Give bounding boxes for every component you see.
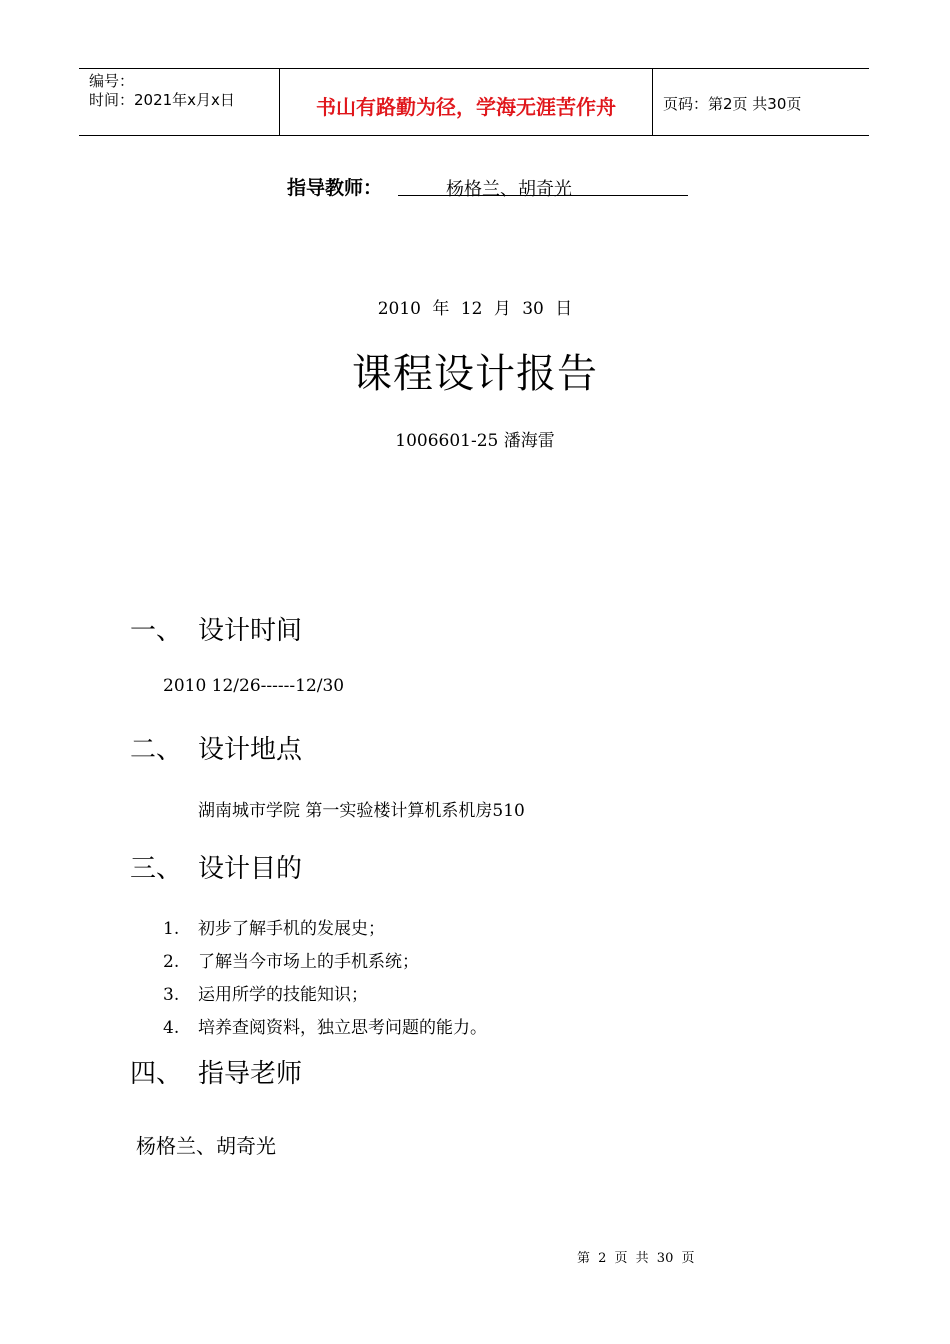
list-text: 初步了解手机的发展史； (198, 919, 385, 939)
advisor-name-field (398, 175, 688, 200)
page-title: 课程设计报告 (352, 351, 598, 397)
section-title: 设计目的 (198, 854, 303, 884)
header-motto: 书山有路勤为径，学海无涯苦作舟 (316, 95, 616, 119)
header-left-cell (79, 69, 280, 135)
section-title: 指导老师 (198, 1059, 303, 1089)
list-text: 培养查阅资料，独立思考问题的能力。 (198, 1018, 487, 1038)
time-label: 时间：2021年x月x日 (89, 91, 235, 109)
advisor-names: 杨格兰、胡奇光 (446, 179, 572, 200)
list-index: 2. (163, 952, 180, 972)
section-number: 三、 (130, 854, 183, 884)
list-text: 运用所学的技能知识； (198, 985, 368, 1005)
section-title: 设计地点 (198, 735, 303, 765)
section-number: 四、 (130, 1059, 183, 1089)
teacher-names: 杨格兰、胡奇光 (136, 1134, 276, 1158)
list-item (163, 980, 368, 1005)
section-number: 二、 (130, 735, 183, 765)
design-time-text: 2010 12/26------12/30 (163, 676, 345, 696)
list-text: 了解当今市场上的手机系统； (198, 952, 419, 972)
design-place-text: 湖南城市学院 第一实验楼计算机系机房510 (198, 801, 525, 821)
section-heading-1 (130, 610, 302, 647)
serial-label: 编号： (89, 72, 135, 90)
page-header (79, 68, 869, 136)
student-info: 1006601-25 潘海雷 (395, 431, 555, 451)
advisor-label: 指导教师： (287, 177, 383, 199)
list-index: 4. (163, 1018, 180, 1038)
report-date: 2010 年 12 月 30 日 (377, 299, 573, 319)
list-item (163, 1013, 487, 1038)
list-item (163, 914, 385, 939)
section-heading-4 (130, 1053, 302, 1090)
header-page-cell (653, 69, 869, 135)
list-index: 3. (163, 985, 180, 1005)
list-index: 1. (163, 919, 180, 939)
section-number: 一、 (130, 616, 183, 646)
section-title: 设计时间 (198, 616, 303, 646)
section-heading-3 (130, 848, 302, 885)
list-item (163, 947, 419, 972)
header-page-info: 页码：第2页 共30页 (663, 95, 802, 113)
section-heading-2 (130, 729, 302, 766)
page-footer: 第 2 页 共 30 页 (577, 1251, 695, 1266)
header-motto-cell (280, 69, 653, 135)
